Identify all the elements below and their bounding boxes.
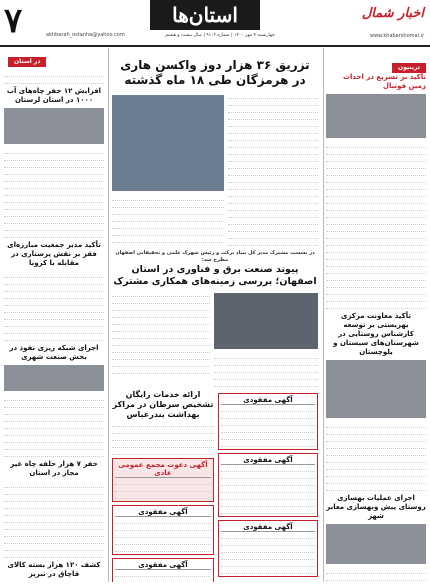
middle-column — [112, 48, 318, 582]
dateline: چهارشنبه ۴ مهر ۱۴۰۰ | شماره ۹۱۰۳ | سال بیست و هشتم — [165, 33, 275, 38]
body-text — [228, 92, 318, 246]
header — [0, 0, 430, 44]
ad-box — [112, 505, 214, 555]
website: www.khabarshomal.ir — [369, 33, 424, 39]
second-headline: پیوند صنعت برق و فناوری در استان اصفهان؛ بررسی زمینه‌های همکاری مشترک — [113, 264, 317, 287]
news-photo — [326, 360, 426, 418]
ad-box — [112, 558, 214, 582]
left-headline-1: افزایش ۱۲ حفر چاه‌های آب ۱۰۰۰ در استان لرستان — [6, 87, 102, 104]
left-headline-4: حفر ۷ هزار حلقه چاه غیر مجاز در استان — [10, 460, 98, 477]
left-column — [4, 70, 104, 582]
column-divider — [108, 48, 109, 582]
right-column — [326, 70, 426, 582]
notice-box — [112, 458, 214, 502]
lead-photo — [112, 95, 224, 191]
email: akhbarah_ostanha@yahoo.com — [46, 32, 125, 38]
left-headline-2: تأکید مدیر جمعیت مبارزه‌ای فقر بر نقش پرستاری در مقابله با کرونا — [7, 241, 101, 267]
second-kicker: در نشست مشترک مدیر کل بنیاد برکت و رئیس شهرک علمی و تحقیقاتی اصفهان مطرح شد: — [115, 250, 315, 263]
news-photo — [326, 524, 426, 564]
left-headline-3: اجرای شبکه ریزی نفوذ در بخش صنعت شهری — [9, 344, 99, 361]
right-top-headline: تأکید بر تسریع در احداث زمین فوتبال — [342, 73, 426, 90]
ad-title: آگهی مفقودی — [221, 523, 315, 532]
page-number: ۷ — [4, 1, 23, 41]
notice-title: آگهی دعوت مجمع عمومی عادی — [115, 461, 211, 478]
ad-box — [218, 393, 318, 450]
body-text — [326, 141, 426, 309]
ad-box — [218, 453, 318, 517]
news-photo — [214, 293, 318, 349]
ad-box — [218, 520, 318, 577]
brand-logo: اخبار شمال — [361, 6, 424, 21]
ad-title: آگهی مفقودی — [221, 456, 315, 465]
ad-title: آگهی مفقودی — [115, 508, 211, 517]
news-photo — [4, 365, 104, 391]
section-tag-right: ترینیون — [392, 63, 426, 73]
section-tag-left: در استان — [8, 57, 46, 67]
news-photo — [4, 108, 104, 144]
header-rule — [0, 45, 430, 47]
third-headline: ارائه خدمات رایگان تشخیص سرطان در مراکز بهداشت بندرعباس — [112, 390, 214, 419]
lead-headline: تزریق ۳۶ هزار دوز واکسن هاری در هرمزگان طی ۱۸ ماه گذشته — [120, 58, 310, 87]
left-headline-5: کشف ۱۲۰ هزار بسته کالای قاچاق در تبریز — [7, 561, 101, 578]
body-text — [326, 421, 426, 491]
ad-title: آگهی مفقودی — [115, 561, 211, 570]
column-divider — [323, 48, 324, 582]
body-text — [326, 567, 426, 582]
right-mid-headline: تأکید معاونت مرکزی بهزیستی بر توسعه کارشناس روستایی در شهرستان‌های سیستان و بلوچستان — [333, 312, 419, 356]
right-bottom-headline: اجرای عملیات بهسازی روستای پیش وبهسازی معابر شهر — [326, 494, 426, 520]
ad-title: آگهی مفقودی — [221, 396, 315, 405]
news-photo — [326, 94, 426, 138]
masthead: استان‌ها — [150, 0, 260, 30]
